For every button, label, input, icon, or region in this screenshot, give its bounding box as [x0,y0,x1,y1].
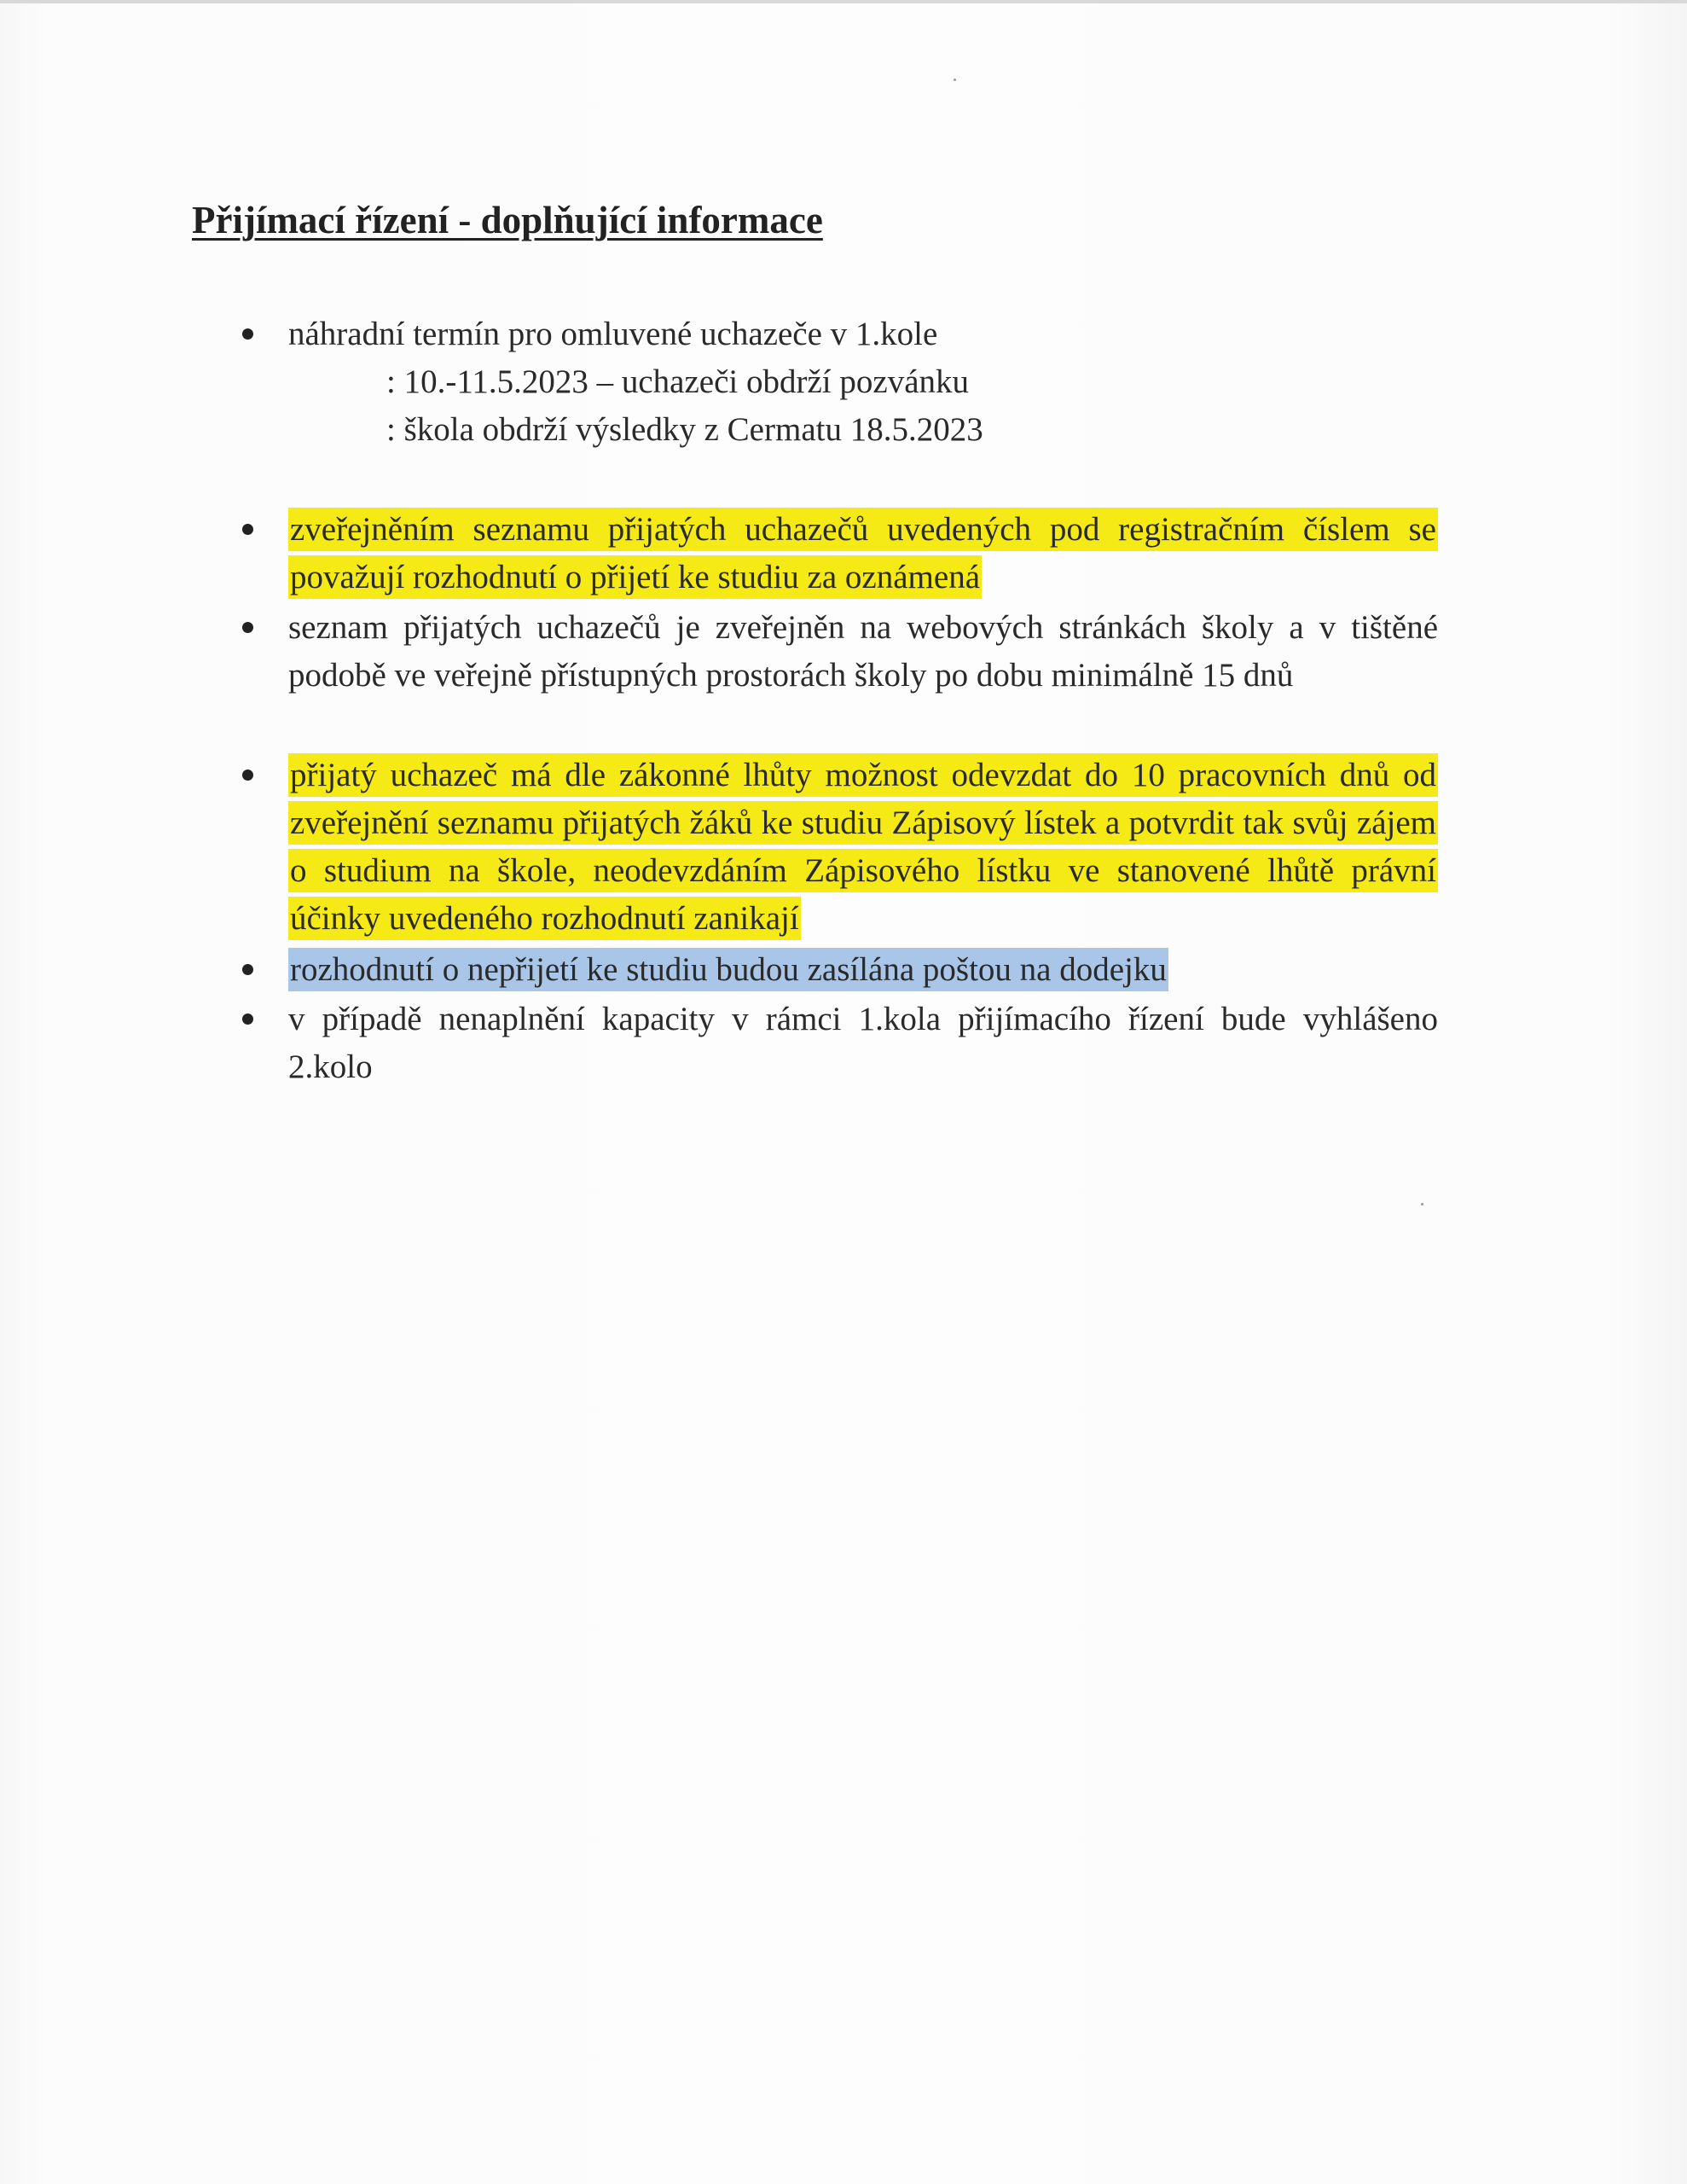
list-item-1 [288,506,1438,601]
bullet-icon [242,622,253,633]
bullet-icon [242,770,253,781]
bullet-icon [242,1014,253,1025]
scan-speck [954,78,956,81]
list-item-4 [288,946,1168,994]
bullet-icon [242,328,253,340]
list-item-0-text: náhradní termín pro omluvené uchazeče v 1.kole [288,316,938,352]
list-item-2-text: seznam přijatých uchazečů je zveřejněn na webových stránkách školy a v tištěné podobě ve veřejně přístupných prostorách školy po dobu minimálně 15 dnů [288,609,1438,694]
list-item-5-text: v případě nenaplnění kapacity v rámci 1.kola přijímacího řízení bude vyhlášeno 2.kolo [288,1001,1438,1085]
list-item-1-text: zveřejněním seznamu přijatých uchazečů uvedených pod registračním číslem se považují rozhodnutí o přijetí ke studiu za oznámená [288,508,1438,599]
list-item-4-text: rozhodnutí o nepřijetí ke studiu budou zasílána poštou na dodejku [288,948,1168,991]
list-item-0-subline-1: : škola obdrží výsledky z Cermatu 18.5.2023 [386,411,983,448]
page-top-edge [0,0,1687,3]
bullet-icon [242,524,253,535]
list-item-5 [288,996,1438,1091]
list-item-3 [288,752,1438,943]
page-title: Přijímací řízení - doplňující informace [192,199,823,241]
bullet-icon [242,964,253,975]
list-item-0-subline-0: : 10.-11.5.2023 – uchazeči obdrží pozvánku [386,363,970,400]
scan-speck [1421,1203,1423,1205]
list-item-2 [288,604,1438,700]
list-item-3-text: přijatý uchazeč má dle zákonné lhůty možnost odevzdat do 10 pracovních dnů od zveřejnění seznamu přijatých žáků ke studiu Zápisový lístek a potvrdit tak svůj zájem o studium na škole, neodevzdáním Zápisového lístku ve stanovené lhůtě právní účinky uvedeného rozhodnutí zanikají [288,753,1438,940]
